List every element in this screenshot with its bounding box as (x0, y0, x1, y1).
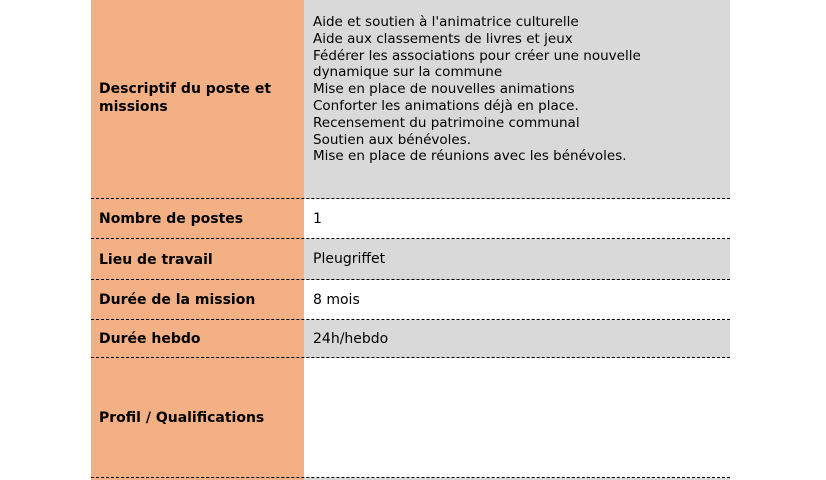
mission-line: Aide aux classements de livres et jeux (313, 30, 573, 47)
row-label-description: Descriptif du poste et missions (91, 0, 304, 199)
row-label-profil: Profil / Qualifications (91, 358, 304, 478)
nombre-postes-value: 1 (304, 199, 730, 239)
mission-line: Recensement du patrimoine communal (313, 114, 580, 131)
profil-value (304, 358, 730, 478)
mission-line: Soutien aux bénévoles. (313, 131, 472, 148)
table-row (91, 280, 730, 320)
row-label-duree-mission: Durée de la mission (91, 280, 304, 320)
mission-line: dynamique sur la commune (313, 64, 503, 81)
mission-line: Fédérer les associations pour créer une nouvelle (313, 47, 641, 64)
table-row (91, 239, 730, 280)
mission-line: Conforter les animations déjà en place. (313, 97, 579, 114)
mission-line: Mise en place de réunions avec les bénévoles. (313, 148, 627, 165)
lieu-travail-value: Pleugriffet (304, 239, 730, 280)
table-row (91, 358, 730, 478)
duree-hebdo-value: 24h/hebdo (304, 320, 730, 358)
table-row (91, 199, 730, 239)
duree-mission-value: 8 mois (304, 280, 730, 320)
mission-line: Aide et soutien à l'animatrice culturelle (313, 14, 579, 30)
row-label-duree-hebdo: Durée hebdo (91, 320, 304, 358)
job-offer-table (91, 0, 730, 480)
missions-list (304, 0, 730, 199)
table-row (91, 0, 730, 199)
table-row (91, 320, 730, 358)
row-label-nombre-postes: Nombre de postes (91, 199, 304, 239)
row-label-lieu-travail: Lieu de travail (91, 239, 304, 280)
mission-line: Mise en place de nouvelles animations (313, 81, 575, 98)
